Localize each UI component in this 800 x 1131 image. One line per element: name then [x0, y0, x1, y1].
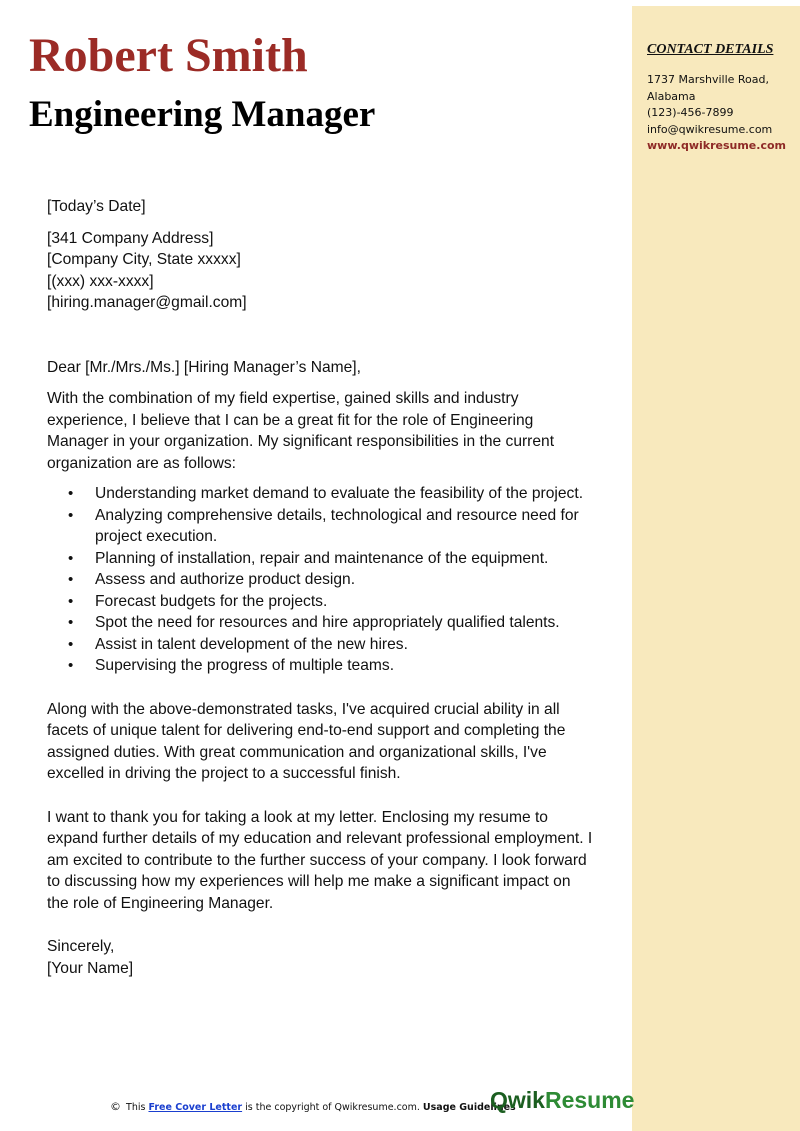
bullet-icon: • — [68, 657, 74, 674]
recipient-address: [341 Company Address] — [47, 229, 214, 247]
list-item: • Analyzing comprehensive details, technological and resource need for project execution. — [68, 506, 579, 545]
bullet-icon: • — [68, 635, 74, 653]
intro-paragraph: With the combination of my field expertise, gained skills and industry experience, I believe that I can be a great fit for the role of Engineering Manager in your organization. My significant responsibilities in the current organization are as follows: — [47, 390, 555, 472]
list-item: • Supervising the progress of multiple teams. — [95, 655, 595, 677]
list-item: • Assist in talent development of the new hires. — [95, 634, 595, 656]
recipient-city: [Company City, State xxxxx] — [47, 251, 241, 268]
contact-address-line1: 1737 Marshville Road, — [647, 73, 769, 86]
list-item: • Spot the need for resources and hire appropriately qualified talents. — [95, 612, 595, 634]
bullet-icon: • — [68, 614, 74, 631]
contact-phone: (123)-456-7899 — [647, 106, 734, 119]
qwikresume-logo[interactable] — [490, 1089, 634, 1112]
letter-date: [Today’s Date] — [47, 198, 146, 215]
logo-part-resume: Resume — [544, 1087, 635, 1113]
responsibilities-list — [47, 483, 595, 677]
contact-website-link[interactable]: www.qwikresume.com — [647, 139, 786, 152]
contact-address-line2: Alabama — [647, 89, 696, 103]
body-paragraph-2: I want to thank you for taking a look at my letter. Enclosing my resume to expand further details of my education and relevant professional employment. I am excited to contribute to the further success of your company. I look forward to discussing how my experiences will help me make a significant impact on the role of Engineering Manager. — [47, 808, 593, 912]
bullet-icon: • — [68, 592, 74, 610]
applicant-name: Robert Smith — [29, 29, 308, 82]
closing: Sincerely, — [47, 938, 115, 955]
bullet-icon: • — [68, 506, 74, 524]
contact-details — [647, 72, 797, 155]
salutation: Dear [Mr./Mrs./Ms.] [Hiring Manager’s Name], — [47, 358, 361, 376]
letter-body — [47, 196, 595, 979]
footer — [110, 1100, 516, 1113]
bullet-icon: • — [68, 549, 74, 567]
contact-sidebar — [632, 6, 800, 1131]
list-item: • Forecast budgets for the projects. — [95, 591, 595, 613]
list-item: • Planning of installation, repair and maintenance of the equipment. — [95, 548, 595, 570]
body-paragraph-1: Along with the above-demonstrated tasks, I've acquired crucial ability in all facets of unique talent for delivering end-to-end support and completing the assigned duties. With great communication and organizational skills, I've excelled in driving the project to a successful finish. — [47, 700, 566, 782]
list-item: • Understanding market demand to evaluate the feasibility of the project. — [95, 483, 595, 505]
logo-part-qwik: Qwik — [490, 1087, 545, 1113]
footer-copyright-text: is the copyright of Qwikresume.com. — [245, 1102, 420, 1113]
free-cover-letter-link[interactable]: Free Cover Letter — [148, 1102, 243, 1113]
contact-email: info@qwikresume.com — [647, 122, 773, 136]
list-item: • Assess and authorize product design. — [95, 569, 595, 591]
usage-guidelines-link[interactable]: Usage Guidelines — [422, 1102, 516, 1113]
bullet-icon: • — [68, 571, 74, 588]
bullet-icon: • — [68, 485, 74, 502]
signature: [Your Name] — [47, 959, 134, 977]
recipient-email: [hiring.manager@gmail.com] — [47, 294, 247, 311]
recipient-phone: [(xxx) xxx-xxxx] — [47, 272, 154, 290]
contact-heading: CONTACT DETAILS — [647, 42, 774, 57]
footer-this: This — [126, 1102, 146, 1113]
recipient-block — [47, 228, 595, 314]
copyright-icon: © — [110, 1100, 121, 1113]
job-title: Engineering Manager — [29, 94, 376, 135]
